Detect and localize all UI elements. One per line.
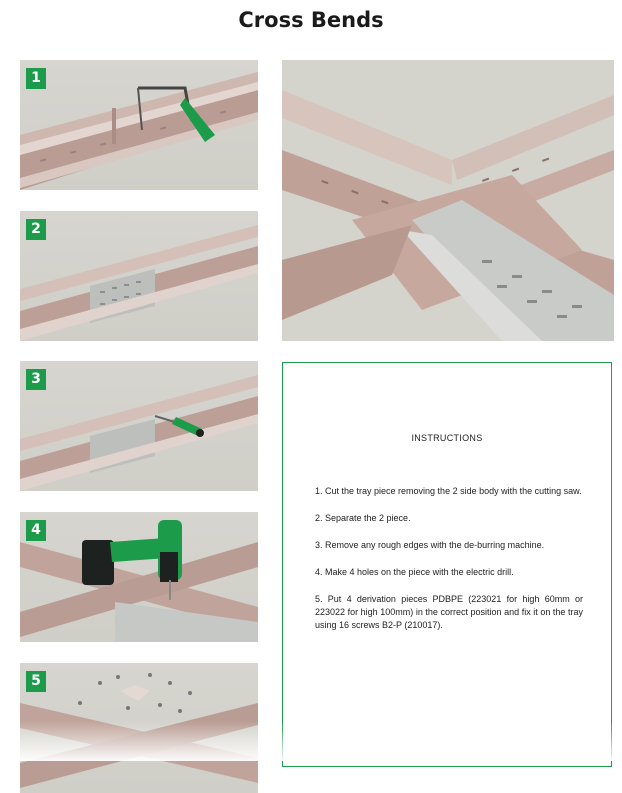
assembled-cross-bend-illustration: [282, 60, 614, 341]
step-number-badge: 4: [26, 520, 46, 541]
step-2-panel: [20, 211, 258, 341]
step-number-badge: 1: [26, 68, 46, 89]
step-3-illustration: [20, 361, 258, 491]
step-3-panel: [20, 361, 258, 491]
step-number-badge: 2: [26, 219, 46, 240]
step-1-illustration: [20, 60, 258, 190]
page-title: Cross Bends: [238, 8, 384, 32]
instruction-item: 3. Remove any rough edges with the de-burring machine.: [315, 540, 545, 550]
instructions-box: [282, 362, 612, 767]
instructions-list: [315, 485, 583, 646]
step-1-panel: [20, 60, 258, 190]
step-4-panel: [20, 512, 258, 642]
instruction-item: 1. Cut the tray piece removing the 2 side body with the cutting saw.: [315, 486, 582, 496]
step-4-illustration: [20, 512, 258, 642]
step-number-badge: 3: [26, 369, 46, 390]
step-number-badge: 5: [26, 671, 46, 692]
instructions-title: INSTRUCTIONS: [411, 433, 483, 443]
step-2-illustration: [20, 211, 258, 341]
bottom-fade: [0, 721, 622, 761]
instruction-item: 5. Put 4 derivation pieces PDBPE (223021 for high 60mm or 223022 for high 100mm) in the correct position and fix it on the tray using 16 screws B2-P (210017).: [315, 594, 583, 630]
instruction-item: 4. Make 4 holes on the piece with the electric drill.: [315, 567, 514, 577]
instruction-item: 2. Separate the 2 piece.: [315, 513, 411, 523]
